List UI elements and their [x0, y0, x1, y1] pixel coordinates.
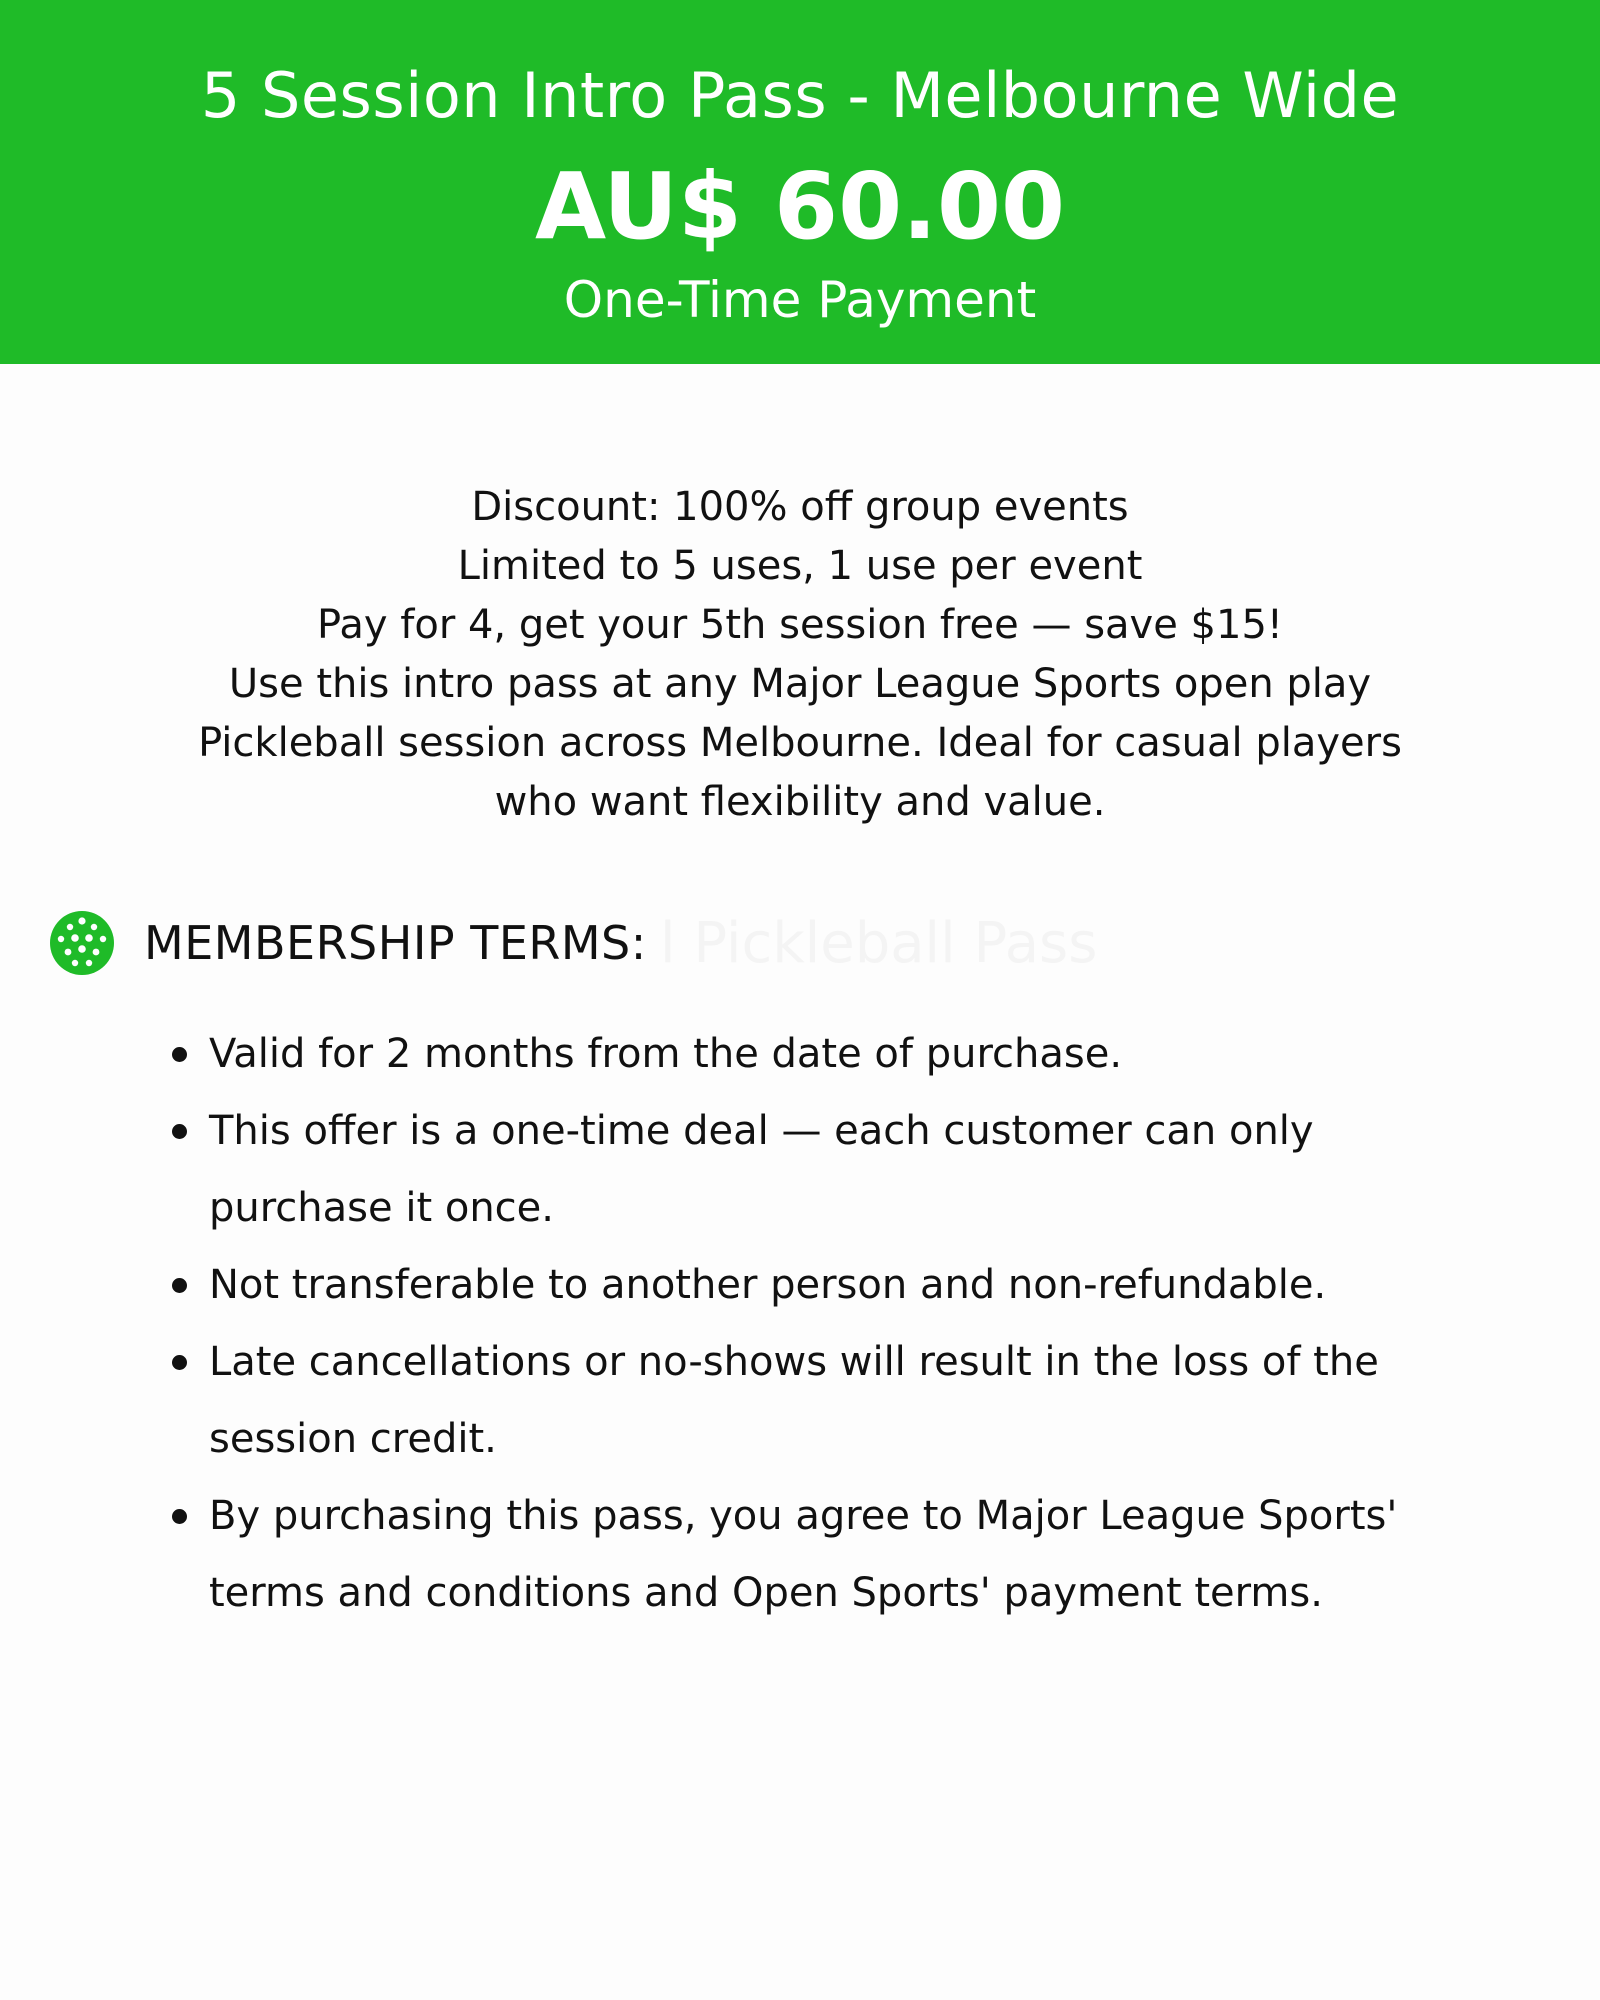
pass-summary: [100, 478, 1500, 832]
summary-line-description: Use this intro pass at any Major League Sports open play: [228, 661, 1372, 707]
bullet-icon: [172, 1355, 187, 1370]
terms-item-agreement: [160, 1478, 1460, 1632]
pass-title: 5 Session Intro Pass - Melbourne Wide: [200, 59, 1400, 132]
terms-item-non-transferable: [160, 1247, 1460, 1324]
terms-list: [160, 1016, 1460, 1632]
pass-price: AU$ 60.00: [534, 153, 1066, 260]
terms-heading-label: MEMBERSHIP TERMS:: [144, 916, 647, 970]
summary-line-description: Pickleball session across Melbourne. Ideal for casual players: [198, 720, 1402, 766]
bullet-icon: [172, 1124, 187, 1139]
summary-line-usage-limit: Limited to 5 uses, 1 use per event: [457, 543, 1143, 589]
bullet-icon: [172, 1047, 187, 1062]
terms-item-text: Valid for 2 months from the date of purchase.: [209, 1031, 1123, 1077]
terms-item-text: By purchasing this pass, you agree to Major League Sports' terms and conditions and Open Sports' payment terms.: [209, 1493, 1398, 1616]
summary-line-description: who want flexibility and value.: [494, 779, 1106, 825]
terms-item-text: This offer is a one-time deal — each customer can only purchase it once.: [209, 1108, 1314, 1231]
bullet-icon: [172, 1278, 187, 1293]
watermark-text: l Pickleball Pass: [660, 911, 1098, 976]
summary-line-discount: Discount: 100% off group events: [471, 484, 1129, 530]
pass-header: [0, 0, 1600, 364]
pickleball-icon: [48, 909, 116, 977]
bullet-icon: [172, 1509, 187, 1524]
terms-item-cancellations: [160, 1324, 1460, 1478]
summary-line-offer: Pay for 4, get your 5th session free — save $15!: [317, 602, 1283, 648]
terms-item-text: Late cancellations or no-shows will result in the loss of the session credit.: [209, 1339, 1379, 1462]
terms-heading: [48, 908, 647, 978]
payment-type: One-Time Payment: [563, 271, 1037, 329]
terms-item-text: Not transferable to another person and non-refundable.: [209, 1262, 1327, 1308]
terms-item-one-time: [160, 1093, 1460, 1247]
terms-item-validity: [160, 1016, 1460, 1093]
